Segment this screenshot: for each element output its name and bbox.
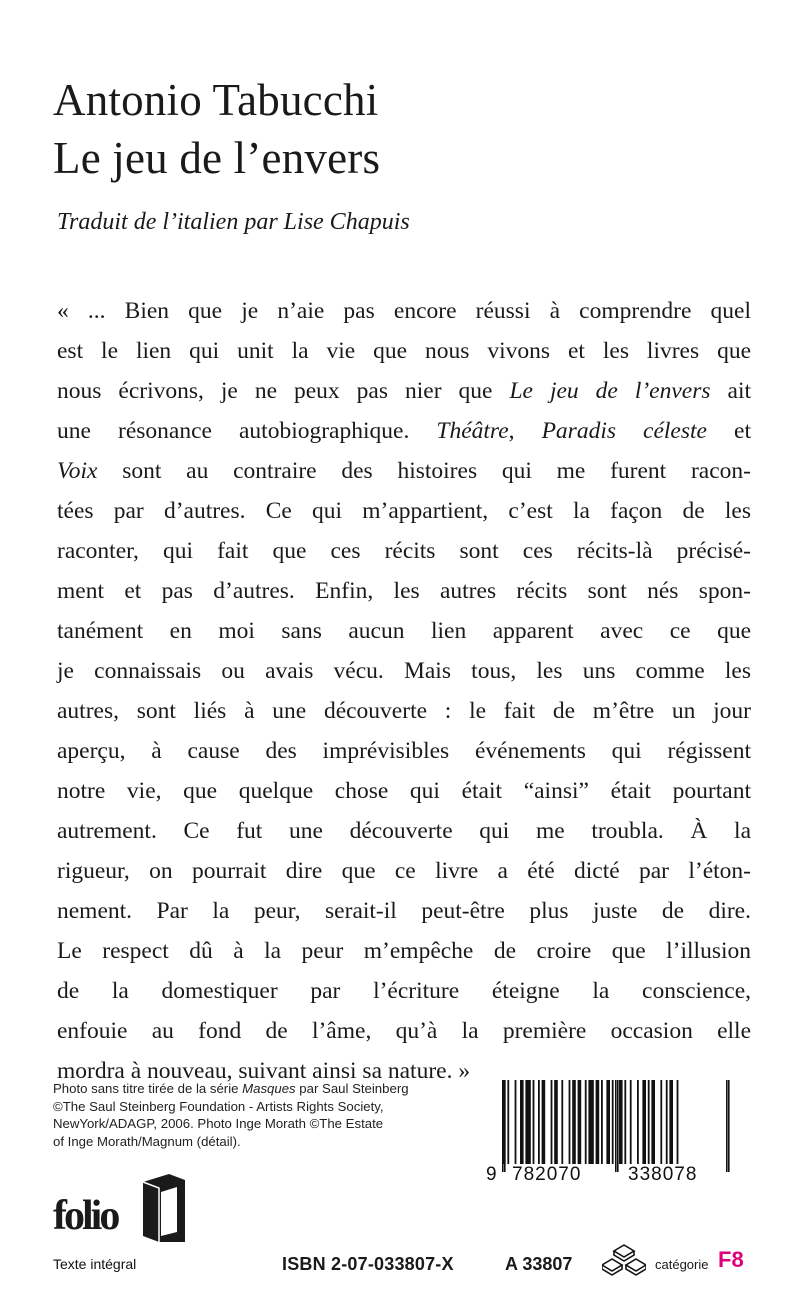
folio-logo (53, 1172, 193, 1244)
barcode-guard-bar (504, 1080, 506, 1172)
barcode-guard-bar (726, 1080, 728, 1172)
isbn-number: ISBN 2-07-033807-X (282, 1254, 454, 1274)
blurb-text: et (706, 418, 752, 444)
category-code: F8 (718, 1247, 744, 1272)
barcode-bar (588, 1080, 593, 1164)
blurb-italic-title: Théâtre (436, 418, 509, 444)
barcode-lead-digit: 9 (486, 1164, 498, 1185)
folio-book-mark-icon (139, 1172, 189, 1249)
blurb-line (57, 851, 751, 891)
stacked-books-icon (602, 1243, 646, 1282)
barcode-bar (666, 1080, 668, 1164)
credits-line-2: ©The Saul Steinberg Foundation - Artists Rights Society, (53, 1098, 384, 1114)
blurb-line (57, 891, 751, 931)
barcode-bar (572, 1080, 576, 1164)
blurb-text: , (508, 418, 542, 444)
blurb-line (57, 971, 751, 1011)
barcode-guard-bar (615, 1080, 617, 1172)
barcode-bar (554, 1080, 558, 1164)
blurb-line (57, 691, 751, 731)
blurb-text: rigueur, on pourrait dire que ce livre a été dicté par l’éton- (57, 858, 751, 884)
blurb-text: autrement. Ce fut une découverte qui me troubla. À la (57, 818, 751, 844)
blurb-line (57, 331, 751, 371)
blurb-line (57, 451, 751, 491)
blurb-line (57, 651, 751, 691)
barcode-bar (507, 1080, 509, 1164)
barcode-bar (619, 1080, 623, 1164)
barcode-guard-bar (502, 1080, 504, 1172)
barcode-bar (515, 1080, 517, 1164)
category-label: catégorie (655, 1257, 709, 1272)
blurb-line (57, 411, 751, 451)
barcode-bar (612, 1080, 614, 1164)
blurb-line (57, 491, 751, 531)
blurb-text: mordra à nouveau, suivant ainsi sa nature. » (57, 1058, 471, 1084)
blurb-line (57, 731, 751, 771)
barcode-guard-bar (728, 1080, 730, 1172)
blurb-text: tanément en moi sans aucun lien apparent avec ce que (57, 618, 751, 644)
catalog-code: A 33807 (505, 1254, 573, 1274)
barcode-bar (585, 1080, 587, 1164)
folio-wordmark: folio (53, 1193, 118, 1239)
barcode-bar (630, 1080, 632, 1164)
book-title: Le jeu de l’envers (53, 133, 381, 183)
barcode-bar (542, 1080, 546, 1164)
blurb-italic-title: Paradis céleste (541, 418, 707, 444)
blurb-text: une résonance autobiographique. (57, 418, 437, 444)
barcode-bar (637, 1080, 639, 1164)
credits-line-1: Photo sans titre tirée de la série Masques par Saul Steinberg (53, 1081, 409, 1096)
barcode-bar (533, 1080, 535, 1164)
photo-credits (53, 1080, 493, 1150)
barcode-bar (561, 1080, 563, 1164)
blurb-text: tées par d’autres. Ce qui m’appartient, c’est la façon de les (57, 498, 751, 524)
blurb-text: autres, sont liés à une découverte : le fait de m’être un jour (57, 698, 751, 724)
barcode-bar (538, 1080, 540, 1164)
barcode-bar (606, 1080, 610, 1164)
blurb-line (57, 771, 751, 811)
barcode-bar (648, 1080, 650, 1164)
blurb-italic-title: Le jeu de l’envers (509, 378, 711, 404)
barcode-bar (651, 1080, 655, 1164)
blurb-text: je connaissais ou avais vécu. Mais tous, les uns comme les (57, 658, 751, 684)
blurb-text: nous écrivons, je ne peux pas nier que (57, 378, 510, 404)
blurb-text: ait (710, 378, 751, 404)
author-name: Antonio Tabucchi (53, 75, 379, 125)
barcode-bar (642, 1080, 646, 1164)
blurb-text: de la domestiquer par l’écriture éteigne la conscience, (57, 978, 751, 1004)
credits-line-3: NewYork/ADAGP, 2006. Photo Inge Morath ©The Estate (53, 1116, 384, 1132)
blurb-text: sont au contraire des histoires qui me furent racon- (97, 458, 751, 484)
barcode-bar (578, 1080, 582, 1164)
blurb-text: « ... Bien que je n’aie pas encore réussi à comprendre quel (57, 298, 751, 324)
blurb-text: nement. Par la peur, serait-il peut-être plus juste de dire. (57, 898, 751, 924)
blurb-text: aperçu, à cause des imprévisibles événements qui régissent (57, 738, 751, 764)
barcode-group-1: 782070 (512, 1164, 582, 1185)
texte-integral-label: Texte intégral (53, 1256, 137, 1272)
blurb-line (57, 571, 751, 611)
blurb-italic-title: Voix (57, 458, 98, 484)
blurb-text: enfouie au fond de l’âme, qu’à la première occasion elle (57, 1018, 751, 1044)
blurb-line (57, 531, 751, 571)
barcode-bar (520, 1080, 524, 1164)
barcode-bar (525, 1080, 530, 1164)
barcode-bar (669, 1080, 673, 1164)
blurb-line (57, 371, 751, 411)
blurb-line (57, 1011, 751, 1051)
blurb-text: est le lien qui unit la vie que nous vivons et les livres que (57, 338, 751, 364)
barcode-guard-bar (617, 1080, 619, 1172)
blurb-text: raconter, qui fait que ces récits sont ces récits-là précisé- (57, 538, 751, 564)
barcode-bar (601, 1080, 603, 1164)
blurb-text: ment et pas d’autres. Enfin, les autres récits sont nés spon- (57, 578, 751, 604)
blurb-line (57, 611, 751, 651)
barcode-bar (624, 1080, 626, 1164)
barcode-bar (596, 1080, 600, 1164)
back-cover-blurb (57, 291, 751, 1091)
blurb-line (57, 931, 751, 971)
translator-credit: Traduit de l’italien par Lise Chapuis (57, 209, 410, 235)
barcode-group-2: 338078 (628, 1164, 698, 1185)
blurb-line (57, 811, 751, 851)
blurb-line (57, 291, 751, 331)
barcode-bar (660, 1080, 662, 1164)
blurb-text: notre vie, que quelque chose qui était “ainsi” était pourtant (57, 778, 751, 804)
barcode-bar (677, 1080, 679, 1164)
barcode-bar (569, 1080, 571, 1164)
credits-line-4: of Inge Morath/Magnum (détail). (53, 1133, 241, 1149)
barcode-bar (551, 1080, 553, 1164)
blurb-text: Le respect dû à la peur m’empêche de croire que l’illusion (57, 938, 751, 964)
